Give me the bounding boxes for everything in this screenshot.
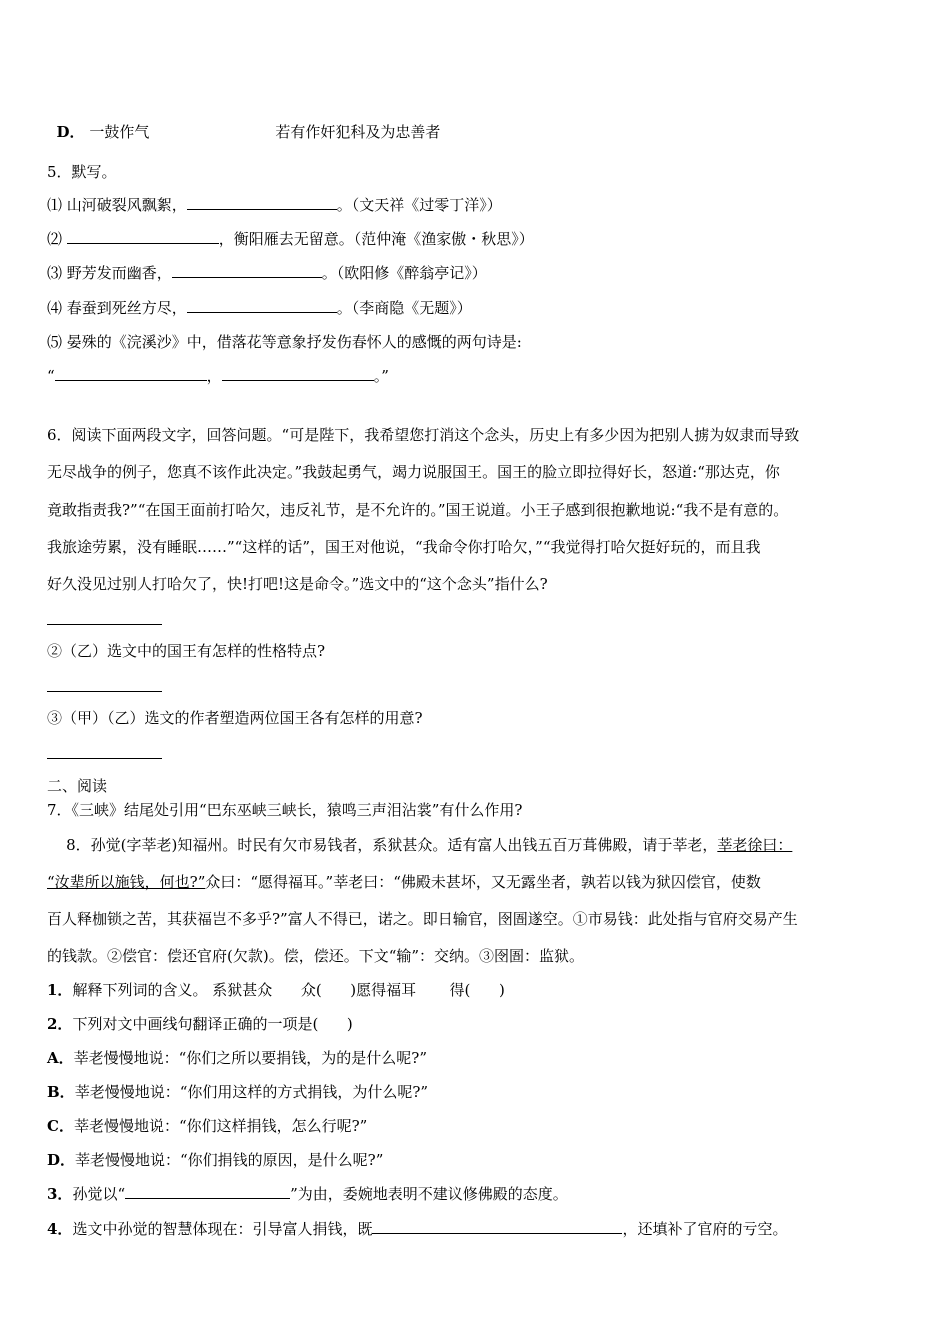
q8-sub-4: 4．选文中孙觉的智慧体现在：引导富人捐钱，既 ，还填补了官府的亏空。 <box>47 1220 788 1238</box>
option-right: 若有作奸犯科及为忠善者 <box>275 123 441 141</box>
q6-para-line: 我旅途劳累，没有睡眠……”“这样的话”，国王对他说，“我命令你打哈欠，”“我觉得打哈欠挺好玩的，而且我 <box>47 538 761 556</box>
option-c[interactable]: C．莘老慢慢地说：“你们这样捐钱，怎么行呢?” <box>47 1117 368 1135</box>
q6-para-line: 无尽战争的例子，您真不该作此决定。”我鼓起勇气，竭力说服国王。国王的脸立即拉得好长，怒道:“那达克，你 <box>47 463 780 481</box>
q6-para-line: 好久没见过别人打哈欠了，快!打吧!这是命令。”选文中的“这个念头”指什么? <box>47 575 548 593</box>
answer-blank[interactable] <box>372 1219 622 1234</box>
option-label: D． <box>56 123 85 141</box>
q6-para-line: 竟敢指责我?”“在国王面前打哈欠，违反礼节，是不允许的。”国王说道。小王子感到很抱歉地说:“我不是有意的。 <box>47 501 789 519</box>
q5-title: 5．默写。 <box>47 163 117 181</box>
answer-line[interactable] <box>47 691 162 692</box>
option-b[interactable]: B．莘老慢慢地说：“你们用这样的方式捐钱，为什么呢?” <box>47 1083 429 1101</box>
q4-option-d <box>47 102 440 142</box>
option-left: 一鼓作气 <box>89 123 150 141</box>
q5-line-4: ⑷ 春蚕到死丝方尽， 。（李商隐《无题》） <box>47 299 472 317</box>
q5-line-2: ⑵ ，衡阳雁去无留意。（范仲淹《渔家傲・秋思》） <box>47 230 534 248</box>
q8-para-line: 8．孙觉(字莘老)知福州。时民有欠市易钱者，系狱甚众。适有富人出钱五百万葺佛殿，请于莘老，莘老徐曰： <box>47 836 793 854</box>
answer-blank[interactable] <box>187 298 337 313</box>
q6-subquestion-2: ②（乙）选文中的国王有怎样的性格特点? <box>47 642 326 660</box>
q8-sub-1: 1．解释下列词的含义。 系狱甚众 众( )愿得福耳 得( ) <box>47 981 505 999</box>
section-title: 二、阅读 <box>47 777 108 795</box>
q8-para-line: 的钱款。②偿官：偿还官府(欠款)。偿，偿还。下文“输”：交纳。③囹圄：监狱。 <box>47 947 585 965</box>
q6-subquestion-3: ③（甲）（乙）选文的作者塑造两位国王各有怎样的用意? <box>47 709 423 727</box>
answer-blank[interactable] <box>172 263 322 278</box>
q6-para-line: 6．阅读下面两段文字，回答问题。“可是陛下，我希望您打消这个念头，历史上有多少因为把别人掳为奴隶而导致 <box>47 426 800 444</box>
answer-blank[interactable] <box>187 195 337 210</box>
option-d[interactable]: D．莘老慢慢地说：“你们捐钱的原因，是什么呢?” <box>47 1151 384 1169</box>
answer-line[interactable] <box>47 624 162 625</box>
answer-line[interactable] <box>47 758 162 759</box>
answer-blank[interactable] <box>125 1184 290 1199</box>
answer-blank[interactable] <box>222 366 374 381</box>
q7: 7．《三峡》结尾处引用“巴东巫峡三峡长，猿鸣三声泪沾裳”有什么作用? <box>47 801 523 819</box>
q8-sub-2: 2．下列对文中画线句翻译正确的一项是( ) <box>47 1015 353 1033</box>
q8-sub-3: 3．孙觉以“ ”为由，委婉地表明不建议修佛殿的态度。 <box>47 1185 568 1203</box>
q5-line-5: ⑸ 晏殊的《浣溪沙》中，借落花等意象抒发伤春怀人的感慨的两句诗是: <box>47 333 522 351</box>
q8-para-line: “汝辈所以施钱，何也?”众曰：“愿得福耳。”莘老曰：“佛殿未甚坏，又无露坐者，孰若以钱为狱囚偿官，使数 <box>47 873 761 891</box>
q5-line-3: ⑶ 野芳发而幽香， 。（欧阳修《醉翁亭记》） <box>47 264 487 282</box>
q8-para-line: 百人释枷锁之苦，其获福岂不多乎?”富人不得已，诺之。即日输官，囹圄遂空。①市易钱：此处指与官府交易产生 <box>47 910 798 928</box>
underlined-sentence: 莘老徐曰： <box>717 836 793 854</box>
q5-line-6: “ ， 。” <box>47 367 389 385</box>
answer-blank[interactable] <box>55 366 207 381</box>
option-a[interactable]: A．莘老慢慢地说：“你们之所以要捐钱，为的是什么呢?” <box>47 1049 428 1067</box>
underlined-sentence: “汝辈所以施钱，何也?” <box>47 873 206 891</box>
q5-line-1: ⑴ 山河破裂风飘絮， 。（文天祥《过零丁洋》） <box>47 196 502 214</box>
answer-blank[interactable] <box>67 229 219 244</box>
